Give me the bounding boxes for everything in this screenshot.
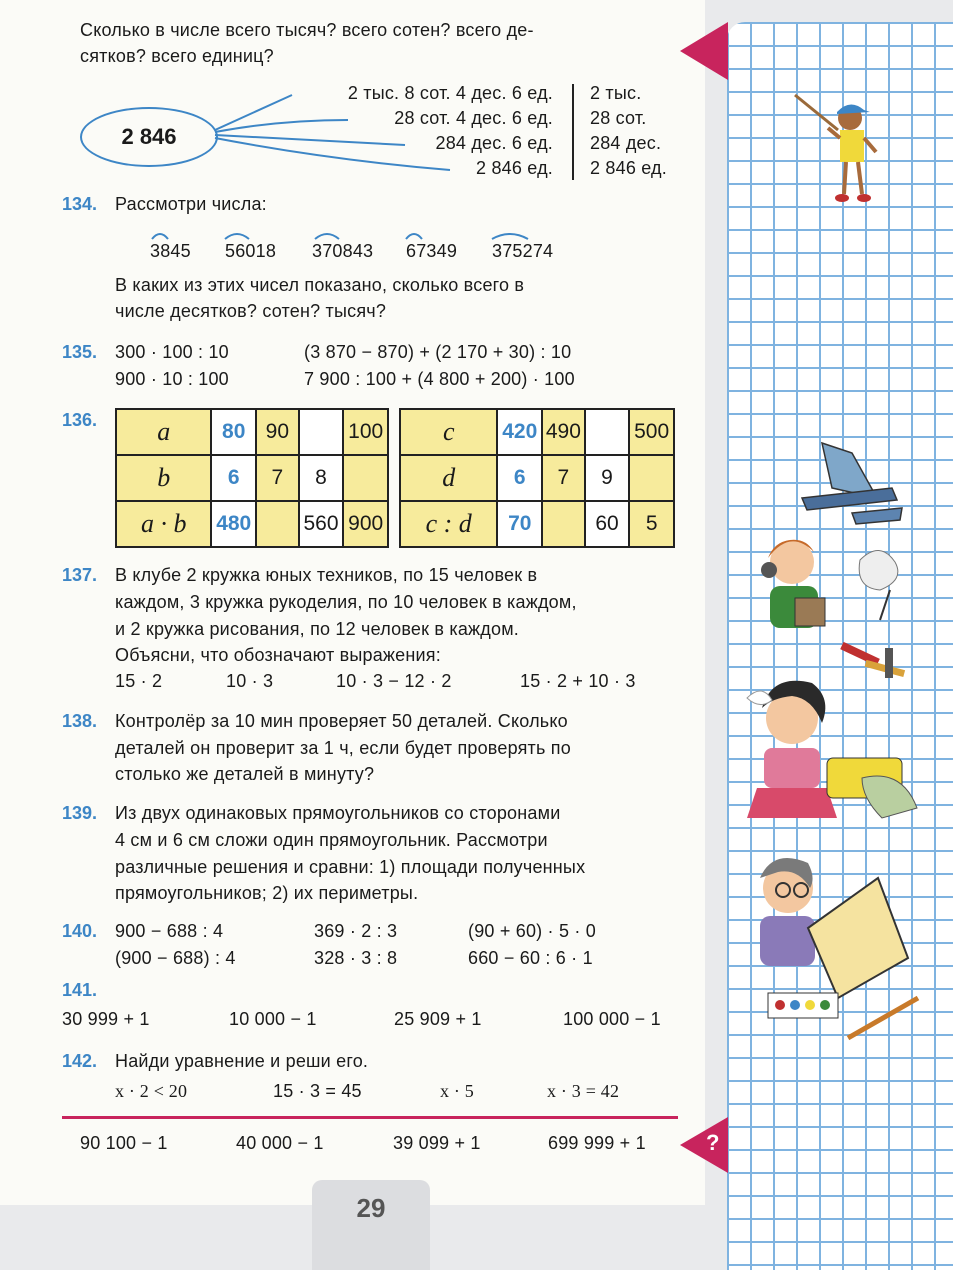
exercise-number: 134. — [62, 194, 98, 214]
expression: 7 900 : 100 + (4 800 + 200) · 100 — [304, 369, 575, 389]
decomposition-row: 28 сот. 4 дес. 6 ед. — [394, 108, 553, 128]
text-line: Объясни, что обозначают выражения: — [115, 645, 441, 665]
expression: (90 + 60) · 5 · 0 — [468, 921, 596, 941]
expression: 10 · 3 − 12 · 2 — [336, 671, 452, 691]
division-table — [399, 408, 675, 548]
exercise-number: 138. — [62, 711, 98, 731]
table-row — [116, 501, 388, 547]
digit-arcs — [150, 229, 570, 241]
table-cell — [542, 501, 585, 547]
total-value: 2 тыс. — [590, 83, 642, 103]
table-row — [400, 409, 674, 455]
table-cell: 9 — [585, 455, 630, 501]
number-item: 67349 — [406, 241, 458, 261]
table-cell: 60 — [585, 501, 630, 547]
table-row — [400, 501, 674, 547]
expression: x · 5 — [440, 1081, 474, 1101]
table-cell: 500 — [629, 409, 674, 455]
text-line: деталей он проверит за 1 ч, если будет проверять по — [115, 738, 571, 758]
row-label: d — [400, 455, 497, 501]
row-label: b — [116, 455, 211, 501]
text-line — [115, 565, 677, 586]
text: В клубе 2 кружка юных техников, по 15 человек в — [115, 565, 538, 585]
expression: 10 000 − 1 — [229, 1009, 317, 1029]
multiplication-table — [115, 408, 389, 548]
table-cell: 6 — [211, 455, 256, 501]
table-cell: 560 — [299, 501, 344, 547]
footer-expression: 39 099 + 1 — [393, 1133, 481, 1153]
decomposition-row: 284 дес. 6 ед. — [435, 133, 553, 153]
table-cell: 70 — [497, 501, 542, 547]
expression: 300 · 100 : 10 — [115, 342, 229, 362]
expression: 15 · 2 — [115, 671, 163, 691]
table-cell: 490 — [542, 409, 585, 455]
table-cell: 90 — [256, 409, 299, 455]
expression: 15 · 3 = 45 — [273, 1081, 362, 1101]
expression: x · 2 < 20 — [115, 1081, 188, 1101]
boy-drawing-illustration — [748, 848, 928, 1048]
row-label: a · b — [116, 501, 211, 547]
text-line: и 2 кружка рисования, по 12 человек в каждом. — [115, 619, 519, 639]
table-row — [116, 455, 388, 501]
table-cell: 480 — [211, 501, 256, 547]
row-label: c : d — [400, 501, 497, 547]
question-mark: ? — [706, 1130, 720, 1155]
number-item: 56018 — [225, 241, 277, 261]
expression: x · 3 = 42 — [547, 1081, 620, 1101]
intro-question-line1: Сколько в числе всего тысяч? всего сотен? всего де- — [80, 20, 534, 40]
expression: 30 999 + 1 — [62, 1009, 150, 1029]
number-item: 3845 — [150, 241, 191, 261]
text-line: Контролёр за 10 мин проверяет 50 деталей. Сколько — [115, 711, 568, 731]
text-line — [115, 592, 677, 613]
expression: 369 · 2 : 3 — [314, 921, 398, 941]
expression: 15 · 2 + 10 · 3 — [520, 671, 636, 691]
divider-line — [572, 84, 574, 180]
table-row — [116, 409, 388, 455]
exercise-number: 140. — [62, 921, 98, 941]
expression: (900 − 688) : 4 — [115, 948, 236, 968]
table-cell — [585, 409, 630, 455]
exercise-number: 137. — [62, 565, 98, 585]
text-line: различные решения и сравни: 1) площади полученных — [115, 857, 586, 877]
text-line: прямоугольников; 2) их периметры. — [115, 883, 419, 903]
exercise-number: 142. — [62, 1051, 98, 1071]
decomposition-row: 2 846 ед. — [476, 158, 553, 178]
table-cell: 900 — [343, 501, 388, 547]
total-value: 28 сот. — [590, 108, 647, 128]
number-item: 370843 — [312, 241, 374, 261]
table-cell: 7 — [542, 455, 585, 501]
table-cell: 420 — [497, 409, 542, 455]
expression: 25 909 + 1 — [394, 1009, 482, 1029]
table-cell: 100 — [343, 409, 388, 455]
table-row — [400, 455, 674, 501]
intro-question-line2: сятков? всего единиц? — [80, 46, 274, 66]
table-cell — [299, 409, 344, 455]
exercise-number: 139. — [62, 803, 98, 823]
row-label: c — [400, 409, 497, 455]
exercise-title: Рассмотри числа: — [115, 194, 267, 214]
boy-with-pointer-illustration — [790, 90, 890, 205]
table-cell: 5 — [629, 501, 674, 547]
exercise-number: 141. — [62, 980, 98, 1000]
total-value: 2 846 ед. — [590, 158, 667, 178]
intro-number: 2 846 — [121, 124, 177, 149]
expression: 900 − 688 : 4 — [115, 921, 224, 941]
table-cell — [343, 455, 388, 501]
boy-with-headphones-illustration — [750, 520, 910, 650]
page-number: 29 — [356, 1193, 386, 1223]
exercise-number: 136. — [62, 410, 98, 430]
decomposition-row: 2 тыс. 8 сот. 4 дес. 6 ед. — [347, 83, 553, 103]
table-cell — [256, 501, 299, 547]
question-line: числе десятков? сотен? тысяч? — [115, 301, 387, 321]
footer-divider — [62, 1116, 678, 1119]
question-text: В каких из этих чисел показано, сколько всего в — [115, 275, 525, 295]
table-cell: 6 — [497, 455, 542, 501]
text-line: Из двух одинаковых прямоугольников со сторонами — [115, 803, 561, 823]
table-cell: 80 — [211, 409, 256, 455]
total-value: 284 дес. — [590, 133, 662, 153]
number-oval — [80, 107, 218, 167]
text: каждом, 3 кружка рукоделия, по 10 человек в каждом, — [115, 592, 577, 612]
question-marker-icon — [678, 1117, 728, 1173]
text-line: 4 см и 6 см сложи один прямоугольник. Рассмотри — [115, 830, 548, 850]
expression: (3 870 − 870) + (2 170 + 30) : 10 — [304, 342, 572, 362]
exercise-title: Найди уравнение и реши его. — [115, 1051, 369, 1071]
footer-expression: 699 999 + 1 — [548, 1133, 646, 1153]
table-cell: 8 — [299, 455, 344, 501]
question-line — [115, 275, 677, 296]
expression: 328 · 3 : 8 — [314, 948, 398, 968]
expression: 10 · 3 — [226, 671, 274, 691]
table-cell: 7 — [256, 455, 299, 501]
footer-expression: 40 000 − 1 — [236, 1133, 324, 1153]
girl-sewing-illustration — [742, 668, 922, 823]
expression: 660 − 60 : 6 · 1 — [468, 948, 593, 968]
number-item: 375274 — [492, 241, 554, 261]
exercise-number: 135. — [62, 342, 98, 362]
text-line: столько же деталей в минуту? — [115, 764, 375, 784]
expression: 100 000 − 1 — [563, 1009, 661, 1029]
section-marker-icon — [678, 22, 728, 82]
row-label: a — [116, 409, 211, 455]
footer-expression: 90 100 − 1 — [80, 1133, 168, 1153]
expression: 900 · 10 : 100 — [115, 369, 229, 389]
table-cell — [629, 455, 674, 501]
